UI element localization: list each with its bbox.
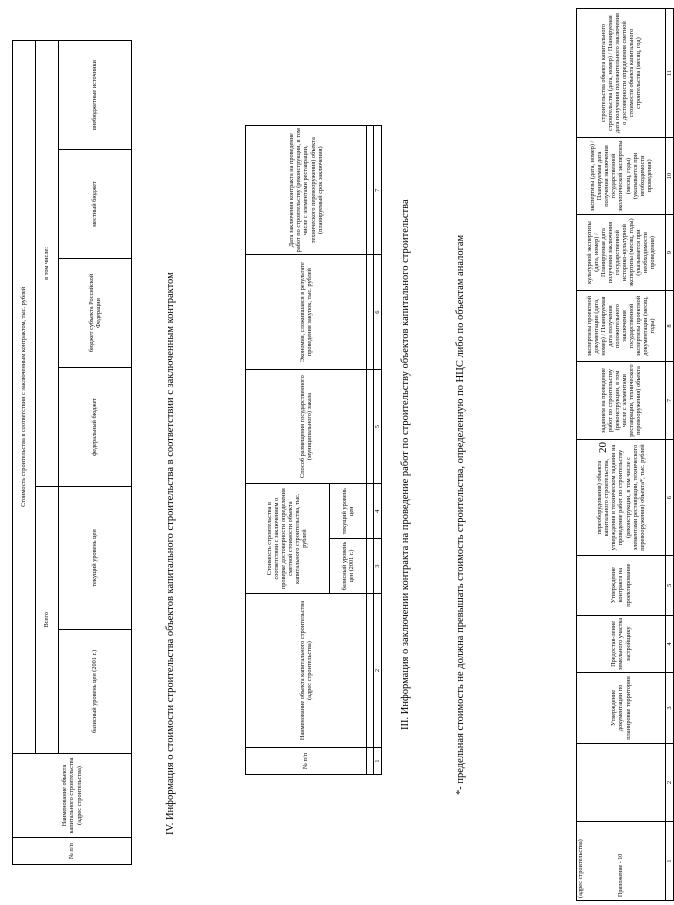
- header-estimate-reliability: строительства объекта капитального строительства (дата, номер) / Планируемая дата получения положительного заключения о достоверности определения сметной стоимости объекта капитального строительства (месяц, год): [577, 9, 666, 138]
- header-economy: Экономия, сложившаяся в результате проведения закупок, тыс. рублей: [246, 255, 367, 369]
- col-number: 1: [374, 748, 382, 775]
- construction-stages-table: [576, 8, 674, 901]
- header-contract-date: Дата заключения контракта на проведение работ по строительству (реконструкции, в том числе с элементами реставрации, технического перевооружения) объекта (планируемый срок заключения): [246, 126, 367, 255]
- table-header-row: [13, 41, 36, 865]
- contract-info-table: [245, 125, 382, 775]
- header-object-name: Наименование объекта капитального строительства (адрес строительства): [246, 593, 367, 747]
- header-ecological-expertise: экспертизы (дата, номер) / Планируемая дата получения заключения государственной экологической экспертизы (месяц, годы) (указывается при необходимости проведения): [577, 138, 666, 215]
- col-number: 1: [666, 822, 674, 901]
- table-header-row: [577, 9, 666, 901]
- header-base-price: базисный уровень цен (2001 г.): [329, 539, 366, 594]
- col-number: 3: [666, 673, 674, 743]
- col-number: 6: [374, 255, 382, 369]
- header-including: в том числе:: [36, 41, 59, 487]
- footnote: *- предельная стоимость не должна превышать стоимость строительства, определенную по НЦС либо по объектам аналогам: [455, 234, 466, 795]
- header-blank: [577, 743, 666, 822]
- col-number: 4: [666, 615, 674, 673]
- header-technical-task: заданием на проведение работ по строительству (реконструкции, в том числе с элементами реставрации, технического перевооружения) объекта: [577, 361, 666, 440]
- column-numbers-row: [666, 9, 674, 901]
- table-subheader-row: [59, 41, 132, 865]
- col-number: 9: [666, 214, 674, 291]
- section-4-title: IV. Информация о стоимости строительства объектов капитального строительства в соответствии с заключенным контрактом: [165, 272, 176, 835]
- header-total: Всего: [36, 486, 59, 753]
- header-cultural-expertise: культурной экспертизы (дата, номер) / Планируемая дата получения заключения государственной историко-культурной экспертизы (месяц, годы) (указывается при необходимости проведения): [577, 214, 666, 291]
- header-current-price: текущий уровень цен: [329, 484, 366, 539]
- header-design-contract: Утверждение контракта на проектирование: [577, 555, 666, 615]
- header-regional-budget: бюджет субъекта Российской Федерации: [59, 258, 132, 367]
- column-numbers-row: [374, 126, 382, 775]
- col-number: 5: [666, 555, 674, 615]
- col-number: 10: [666, 138, 674, 215]
- header-number: № п/п: [246, 748, 367, 775]
- col-number: 11: [666, 9, 674, 138]
- col-number: 7: [374, 126, 382, 255]
- header-max-cost: переоборудования) объекта капитального строительства, утверждения в техническом задании на проведение работ по строительству (реконструкции, в том числе с элементами реставрации, технического перевооружения) объекта*, тыс. рублей: [577, 440, 666, 555]
- header-federal-budget: федеральный бюджет: [59, 367, 132, 486]
- table-row: [367, 126, 374, 775]
- col-number: 6: [666, 440, 674, 555]
- col-number: 2: [666, 743, 674, 822]
- col-number: 2: [374, 593, 382, 747]
- header-address: (адрес строительства): [577, 822, 666, 901]
- header-number: № п/п: [13, 838, 132, 865]
- header-object-name: Наименование объекта капитального строительства (адрес строительства): [13, 753, 132, 837]
- table-subheader-row: [36, 41, 59, 865]
- header-current-price: текущий уровень цен: [59, 486, 132, 629]
- col-number: 7: [666, 361, 674, 440]
- section-3-title: III. Информация о заключении контракта на проведение работ по строительству объектов капитального строительства: [400, 199, 411, 730]
- table-header-row: [246, 126, 330, 775]
- contract-cost-table: [12, 40, 132, 865]
- col-number: 5: [374, 369, 382, 484]
- header-design-expertise: экспертизы проектной документации (дата, номер) / Планируемая дата получения положительного заключения государственной экспертизы проектной документации (месяц, годы): [577, 291, 666, 361]
- header-contract-cost: Стоимость строительства в соответствии с заключенным контрактом, тыс. рублей: [13, 41, 36, 754]
- header-estimated-cost: Стоимость строительства в соответствии с заключением о проверке достоверности определения сметной стоимости объекта капитального строительства, тыс. рублей: [246, 484, 330, 594]
- header-base-price: базисный уровень цен (2001 г.): [59, 630, 132, 754]
- col-number: 8: [666, 291, 674, 361]
- page-number: 20: [597, 442, 609, 453]
- header-planning-docs: Утверждение документации по планировке территории: [577, 673, 666, 743]
- col-number: 4: [374, 484, 382, 539]
- appendix-label: Приложение - 10: [618, 853, 624, 897]
- col-number: 3: [374, 539, 382, 594]
- header-procurement-method: Способ размещения государственного (муниципального) заказа: [246, 369, 367, 484]
- header-off-budget: внебюджетные источники: [59, 41, 132, 150]
- header-land-plot: Предостав-ление земельного участка застройщику: [577, 615, 666, 673]
- header-local-budget: местный бюджет: [59, 150, 132, 259]
